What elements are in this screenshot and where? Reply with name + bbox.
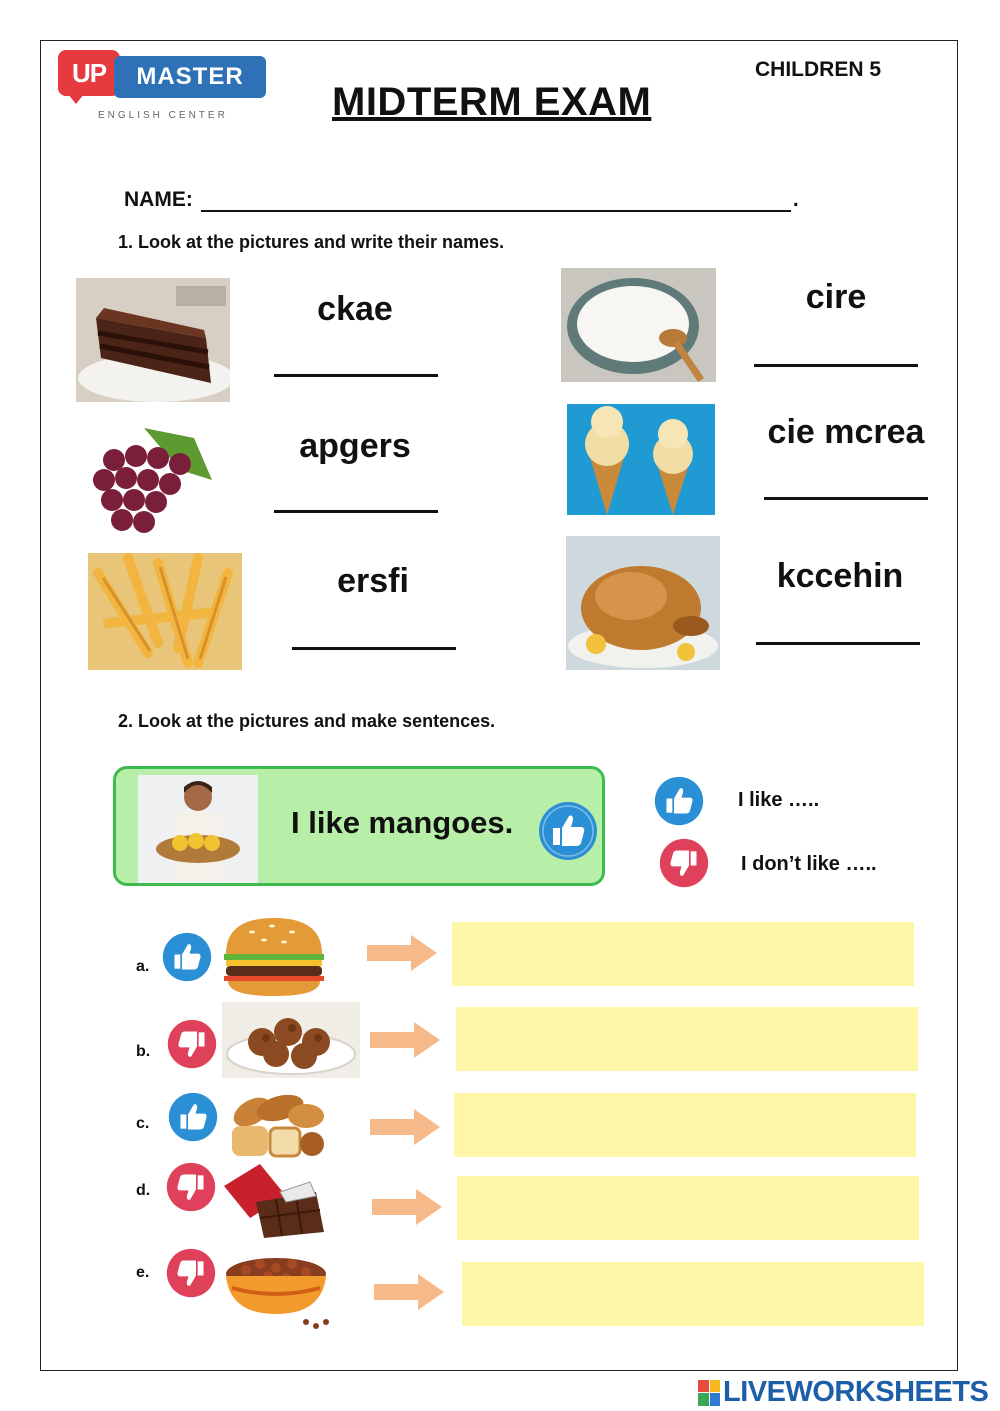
- page-title: MIDTERM EXAM: [332, 80, 652, 124]
- footer-brand: LIVEWORKSHEETS: [723, 1376, 989, 1408]
- scrambled-word-1: ckae: [317, 290, 393, 328]
- answer-box-a[interactable]: [452, 922, 914, 986]
- legend-like-text: I like …..: [738, 789, 820, 811]
- example-sentence: I like mangoes.: [291, 805, 514, 840]
- row-letter-d: d.: [136, 1182, 151, 1199]
- french-fries-picture: [88, 553, 242, 670]
- cake-slice-picture: [76, 278, 230, 402]
- thumbs-down-icon: [659, 838, 709, 888]
- name-label: NAME:: [124, 188, 193, 211]
- name-input-line[interactable]: [201, 190, 791, 212]
- scrambled-word-3: apgers: [299, 427, 411, 465]
- scrambled-word-6: kccehin: [776, 557, 904, 595]
- arrow-icon: [370, 1107, 440, 1147]
- arrow-icon: [374, 1272, 444, 1312]
- liveworksheets-logo-icon: [698, 1380, 720, 1406]
- thumbs-down-icon: [166, 1162, 216, 1212]
- rice-bowl-picture: [561, 268, 716, 382]
- arrow-icon: [372, 1187, 442, 1227]
- answer-line-3[interactable]: [274, 510, 438, 513]
- class-label: CHILDREN 5: [755, 58, 882, 81]
- name-terminator: .: [792, 188, 799, 211]
- section2-instruction: 2. Look at the pictures and make sentences.: [118, 711, 496, 731]
- upmaster-logo: [58, 50, 270, 126]
- bread-picture: [224, 1088, 326, 1160]
- logo-master-badge: MASTER: [114, 56, 266, 98]
- beans-bowl-picture: [222, 1252, 336, 1332]
- logo-subtitle: ENGLISH CENTER: [98, 110, 228, 121]
- grapes-picture: [84, 420, 222, 540]
- roast-chicken-picture: [566, 536, 720, 670]
- row-letter-c: c.: [136, 1115, 150, 1132]
- answer-line-1[interactable]: [274, 374, 438, 377]
- liveworksheets-footer[interactable]: [698, 1376, 988, 1409]
- thumbs-up-icon: [654, 776, 704, 826]
- thumbs-up-icon: [168, 1092, 218, 1142]
- section1-instruction: 1. Look at the pictures and write their names.: [118, 232, 505, 252]
- scrambled-word-4: cie mcrea: [767, 413, 925, 451]
- thumbs-up-icon: [162, 932, 212, 982]
- thumbs-down-icon: [166, 1248, 216, 1298]
- answer-line-4[interactable]: [764, 497, 928, 500]
- thumbs-down-icon: [167, 1019, 217, 1069]
- row-letter-a: a.: [136, 958, 150, 975]
- answer-line-5[interactable]: [292, 647, 456, 650]
- burger-picture: [222, 914, 326, 998]
- scrambled-word-5: ersfi: [337, 562, 409, 600]
- answer-box-c[interactable]: [454, 1093, 916, 1157]
- answer-box-b[interactable]: [456, 1007, 918, 1071]
- answer-box-d[interactable]: [457, 1176, 919, 1240]
- chocolate-picture: [220, 1162, 328, 1238]
- meatballs-picture: [222, 1002, 360, 1078]
- answer-line-2[interactable]: [754, 364, 918, 367]
- arrow-icon: [370, 1020, 440, 1060]
- legend-dislike-text: I don’t like …..: [741, 853, 877, 875]
- row-letter-e: e.: [136, 1264, 150, 1281]
- scrambled-word-2: cire: [805, 278, 867, 316]
- name-field-row: [124, 188, 799, 212]
- answer-line-6[interactable]: [756, 642, 920, 645]
- row-letter-b: b.: [136, 1043, 151, 1060]
- arrow-icon: [367, 933, 437, 973]
- logo-up-badge: UP: [58, 50, 120, 96]
- thumbs-up-icon: [538, 801, 598, 861]
- boy-with-mangoes-picture: [138, 775, 258, 883]
- example-box: [113, 766, 605, 886]
- answer-box-e[interactable]: [462, 1262, 924, 1326]
- ice-cream-cones-picture: [567, 404, 715, 515]
